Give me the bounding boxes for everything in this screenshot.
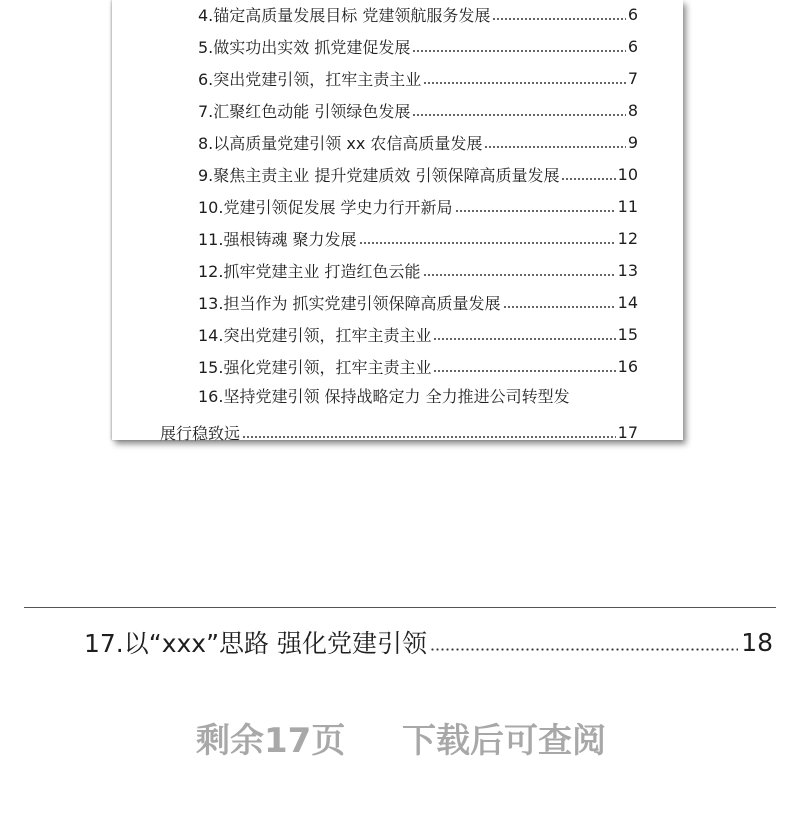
toc-entry[interactable] xyxy=(198,222,638,254)
toc-entry[interactable] xyxy=(198,318,638,350)
toc-entry[interactable] xyxy=(198,94,638,126)
section-divider xyxy=(24,607,776,608)
toc-entry-title-line1: 16.坚持党建引领 保持战略定力 全力推进公司转型发 xyxy=(198,387,570,406)
toc-entry-large[interactable] xyxy=(84,622,773,662)
toc-entry-page: 18 xyxy=(741,627,773,657)
download-to-view-label[interactable]: 下载后可查阅 xyxy=(402,721,606,761)
toc-entry-page: 17 xyxy=(617,422,638,442)
dot-leader xyxy=(492,17,625,21)
toc-entry-title: 17.以“xxx”思路 强化党建引领 xyxy=(84,629,427,658)
toc-entry[interactable] xyxy=(198,126,638,158)
toc-entry-title: 9.聚焦主责主业 提升党建质效 引领保障高质量发展 xyxy=(198,165,560,185)
toc-entry-title: 12.抓牢党建主业 打造红色云能 xyxy=(198,261,421,281)
dot-leader xyxy=(503,305,616,309)
toc-entry[interactable] xyxy=(198,350,638,382)
remaining-pages-label: 剩余17页 xyxy=(196,721,346,761)
toc-entry[interactable] xyxy=(198,62,638,94)
dot-leader xyxy=(561,177,615,181)
toc-entry-page: 11 xyxy=(617,196,638,216)
dot-leader xyxy=(412,49,625,53)
toc-entry[interactable] xyxy=(198,158,638,190)
toc-entry[interactable] xyxy=(198,30,638,62)
toc-entry[interactable] xyxy=(198,286,638,318)
toc-entry-page: 15 xyxy=(617,324,638,344)
toc-entry[interactable] xyxy=(160,416,638,448)
toc-entry[interactable] xyxy=(198,190,638,222)
dot-leader xyxy=(433,369,615,373)
toc-entry[interactable] xyxy=(198,254,638,286)
toc-entry-title: 8.以高质量党建引领 xx 农信高质量发展 xyxy=(198,133,483,153)
toc-entry-page: 7 xyxy=(627,68,638,88)
toc-entry-page: 6 xyxy=(627,36,638,56)
dot-leader xyxy=(359,241,616,245)
toc-entry-title: 10.党建引领促发展 学史力行开新局 xyxy=(198,197,453,217)
dot-leader xyxy=(423,273,616,277)
toc-entry-page: 9 xyxy=(627,132,638,152)
toc-entry-title: 5.做实功出实效 抓党建促发展 xyxy=(198,37,411,57)
toc-entry-title: 13.担当作为 抓实党建引领保障高质量发展 xyxy=(198,293,501,313)
dot-leader xyxy=(430,647,738,652)
toc-entry-page: 10 xyxy=(617,164,638,184)
toc-entry-title: 11.强根铸魂 聚力发展 xyxy=(198,229,357,249)
dot-leader xyxy=(484,145,625,149)
toc-entry-title: 15.强化党建引领，扛牢主责主业 xyxy=(198,357,432,377)
toc-entry-page: 16 xyxy=(617,356,638,376)
dot-leader xyxy=(433,337,615,341)
toc-entry-page: 6 xyxy=(627,4,638,24)
dot-leader xyxy=(423,81,626,85)
toc-entry-title: 14.突出党建引领，扛牢主责主业 xyxy=(198,325,432,345)
dot-leader xyxy=(455,209,616,213)
toc-entry-page: 8 xyxy=(627,100,638,120)
toc-entry-page: 14 xyxy=(617,292,638,312)
toc-entry[interactable] xyxy=(198,0,638,30)
toc-entry-title: 7.汇聚红色动能 引领绿色发展 xyxy=(198,101,411,121)
dot-leader xyxy=(412,113,625,117)
toc-entry-title: 4.锚定高质量发展目标 党建领航服务发展 xyxy=(198,5,491,25)
toc-entry-title: 6.突出党建引领，扛牢主责主业 xyxy=(198,69,422,89)
toc-entry-page: 12 xyxy=(617,228,638,248)
document-page-preview xyxy=(112,0,683,443)
dot-leader xyxy=(242,435,616,439)
toc-entry-page: 13 xyxy=(617,260,638,280)
toc-entry-title-line2: 展行稳致远 xyxy=(160,423,241,443)
